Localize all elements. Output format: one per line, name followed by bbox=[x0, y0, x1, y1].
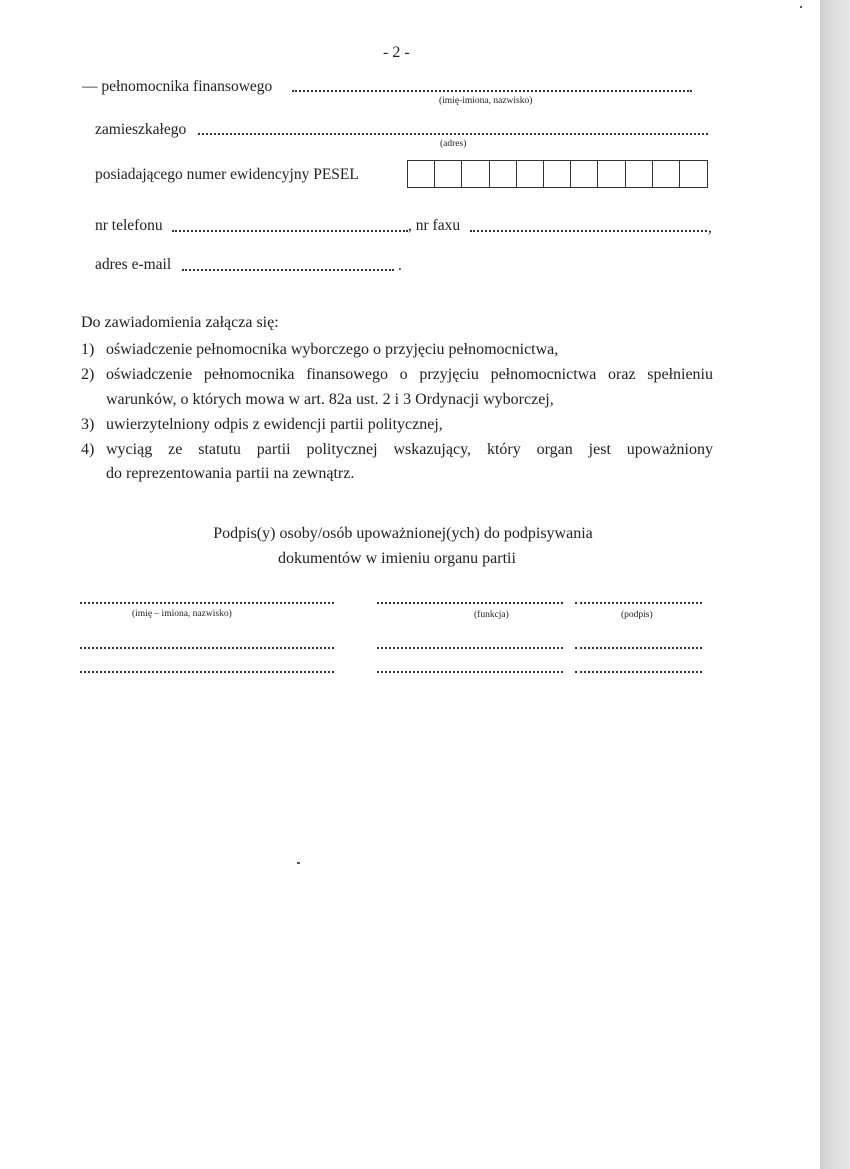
attachment-number: 1) bbox=[81, 341, 95, 358]
pesel-digit-box[interactable] bbox=[571, 161, 598, 187]
fax-label: , nr faxu bbox=[408, 217, 461, 234]
pesel-digit-box[interactable] bbox=[408, 161, 435, 187]
financial-proxy-hint: (imię-imiona, nazwisko) bbox=[439, 96, 533, 106]
pesel-digit-box[interactable] bbox=[544, 161, 571, 187]
signer-signature-field[interactable] bbox=[575, 647, 702, 649]
function-column-hint: (funkcja) bbox=[474, 610, 509, 620]
scan-edge-shadow bbox=[820, 0, 850, 1169]
attachment-text: wyciąg ze statutu partii politycznej wskazujący, który organ jest upoważniony bbox=[106, 441, 713, 458]
phone-field[interactable] bbox=[172, 230, 408, 232]
pesel-digit-box[interactable] bbox=[517, 161, 544, 187]
residence-hint: (adres) bbox=[440, 139, 467, 149]
residence-address-field[interactable] bbox=[198, 133, 708, 135]
financial-proxy-label: — pełnomocnika finansowego bbox=[82, 78, 273, 95]
name-column-hint: (imię – imiona, nazwisko) bbox=[132, 609, 232, 619]
signer-name-field[interactable] bbox=[80, 671, 334, 673]
email-field[interactable] bbox=[182, 269, 394, 271]
email-label: adres e-mail bbox=[95, 256, 172, 273]
attachment-text: uwierzytelniony odpis z ewidencji partii politycznej, bbox=[106, 416, 443, 433]
financial-proxy-name-field[interactable] bbox=[292, 90, 692, 92]
signatures-heading-line2: dokumentów w imieniu organu partii bbox=[278, 550, 516, 567]
signer-signature-field[interactable] bbox=[575, 602, 702, 604]
attachment-number: 2) bbox=[81, 366, 95, 383]
signer-name-field[interactable] bbox=[80, 647, 334, 649]
pesel-digit-box[interactable] bbox=[680, 161, 707, 187]
attachments-intro: Do zawiadomienia załącza się: bbox=[81, 314, 279, 331]
pesel-digit-box[interactable] bbox=[626, 161, 653, 187]
pesel-digit-box[interactable] bbox=[462, 161, 489, 187]
scan-speck bbox=[800, 6, 802, 8]
pesel-digit-box[interactable] bbox=[490, 161, 517, 187]
attachment-text: oświadczenie pełnomocnika finansowego o przyjęciu pełnomocnictwa oraz spełnieniu bbox=[106, 366, 713, 383]
signature-column-hint: (podpis) bbox=[621, 610, 653, 620]
scan-speck bbox=[297, 862, 300, 864]
pesel-digit-box[interactable] bbox=[435, 161, 462, 187]
signer-function-field[interactable] bbox=[377, 671, 563, 673]
residence-label: zamieszkałego bbox=[95, 121, 187, 138]
fax-field[interactable] bbox=[470, 230, 707, 232]
phone-label: nr telefonu bbox=[95, 217, 163, 234]
signer-signature-field[interactable] bbox=[575, 671, 702, 673]
attachment-number: 4) bbox=[81, 441, 95, 458]
page-number: - 2 - bbox=[383, 44, 410, 61]
signatures-heading-line1: Podpis(y) osoby/osób upoważnionej(ych) do podpisywania bbox=[213, 525, 593, 542]
attachment-text: do reprezentowania partii na zewnątrz. bbox=[106, 465, 355, 482]
signer-function-field[interactable] bbox=[377, 602, 563, 604]
signer-function-field[interactable] bbox=[377, 647, 563, 649]
signer-name-field[interactable] bbox=[80, 602, 334, 604]
fax-line-end: , bbox=[708, 219, 712, 236]
attachment-number: 3) bbox=[81, 416, 95, 433]
attachment-text: oświadczenie pełnomocnika wyborczego o przyjęciu pełnomocnictwa, bbox=[106, 341, 559, 358]
email-line-end: . bbox=[398, 257, 402, 274]
attachment-text: warunków, o których mowa w art. 82a ust. 2 i 3 Ordynacji wyborczej, bbox=[106, 391, 554, 408]
pesel-digit-box[interactable] bbox=[598, 161, 625, 187]
pesel-boxes[interactable] bbox=[407, 160, 708, 188]
pesel-label: posiadającego numer ewidencyjny PESEL bbox=[95, 166, 359, 183]
pesel-digit-box[interactable] bbox=[653, 161, 680, 187]
